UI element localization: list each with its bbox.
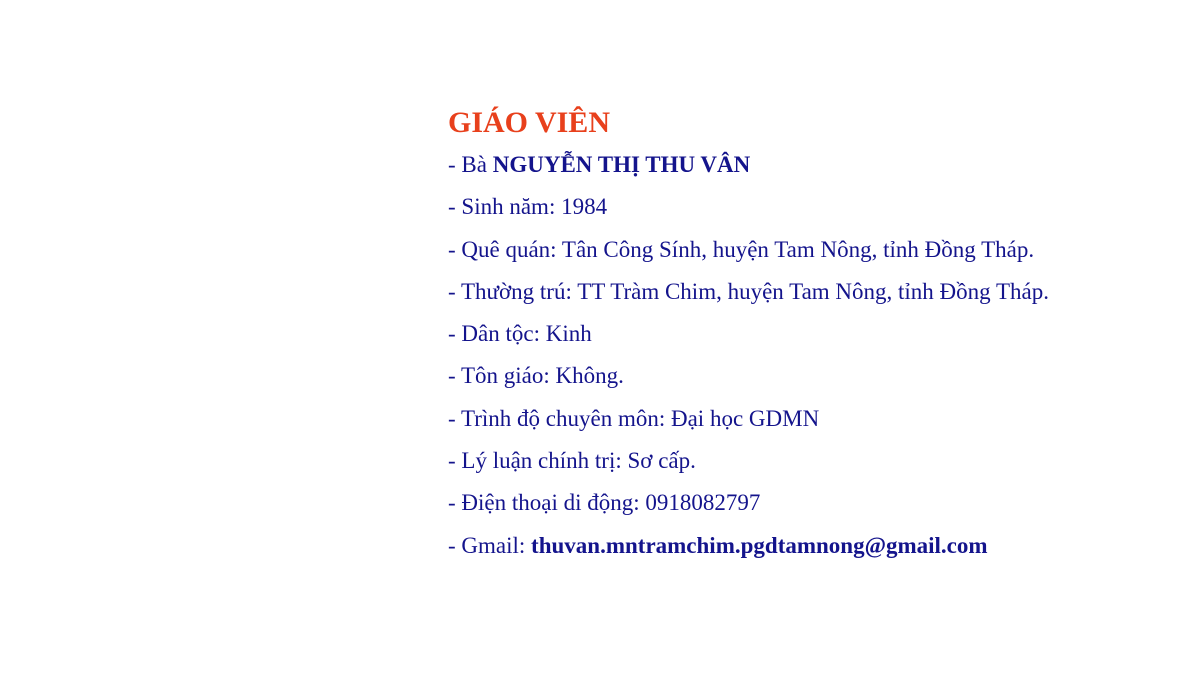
birth-year-line: - Sinh năm: 1984 — [448, 194, 608, 220]
profile-title: GIÁO VIÊN — [448, 106, 610, 139]
ethnicity-line: - Dân tộc: Kinh — [448, 321, 592, 347]
teacher-name: NGUYỄN THỊ THU VÂN — [492, 152, 751, 177]
name-prefix: - Bà — [448, 152, 493, 177]
name-line — [448, 152, 1168, 194]
gmail-address: thuvan.mntramchim.pgdtamnong@gmail.com — [531, 532, 988, 558]
teacher-profile — [448, 104, 1168, 575]
residence-line: - Thường trú: TT Tràm Chim, huyện Tam Nông, tỉnh Đồng Tháp. — [448, 278, 1050, 304]
phone-line: - Điện thoại di động: 0918082797 — [448, 490, 761, 516]
education-line: - Trình độ chuyên môn: Đại học GDMN — [448, 405, 820, 431]
gmail-prefix: - Gmail: — [448, 532, 532, 558]
religion-line: - Tôn giáo: Không. — [448, 363, 624, 389]
gmail-line — [448, 533, 1168, 575]
hometown-line: - Quê quán: Tân Công Sính, huyện Tam Nông, tỉnh Đồng Tháp. — [448, 236, 1035, 262]
politics-line: - Lý luận chính trị: Sơ cấp. — [448, 448, 696, 474]
